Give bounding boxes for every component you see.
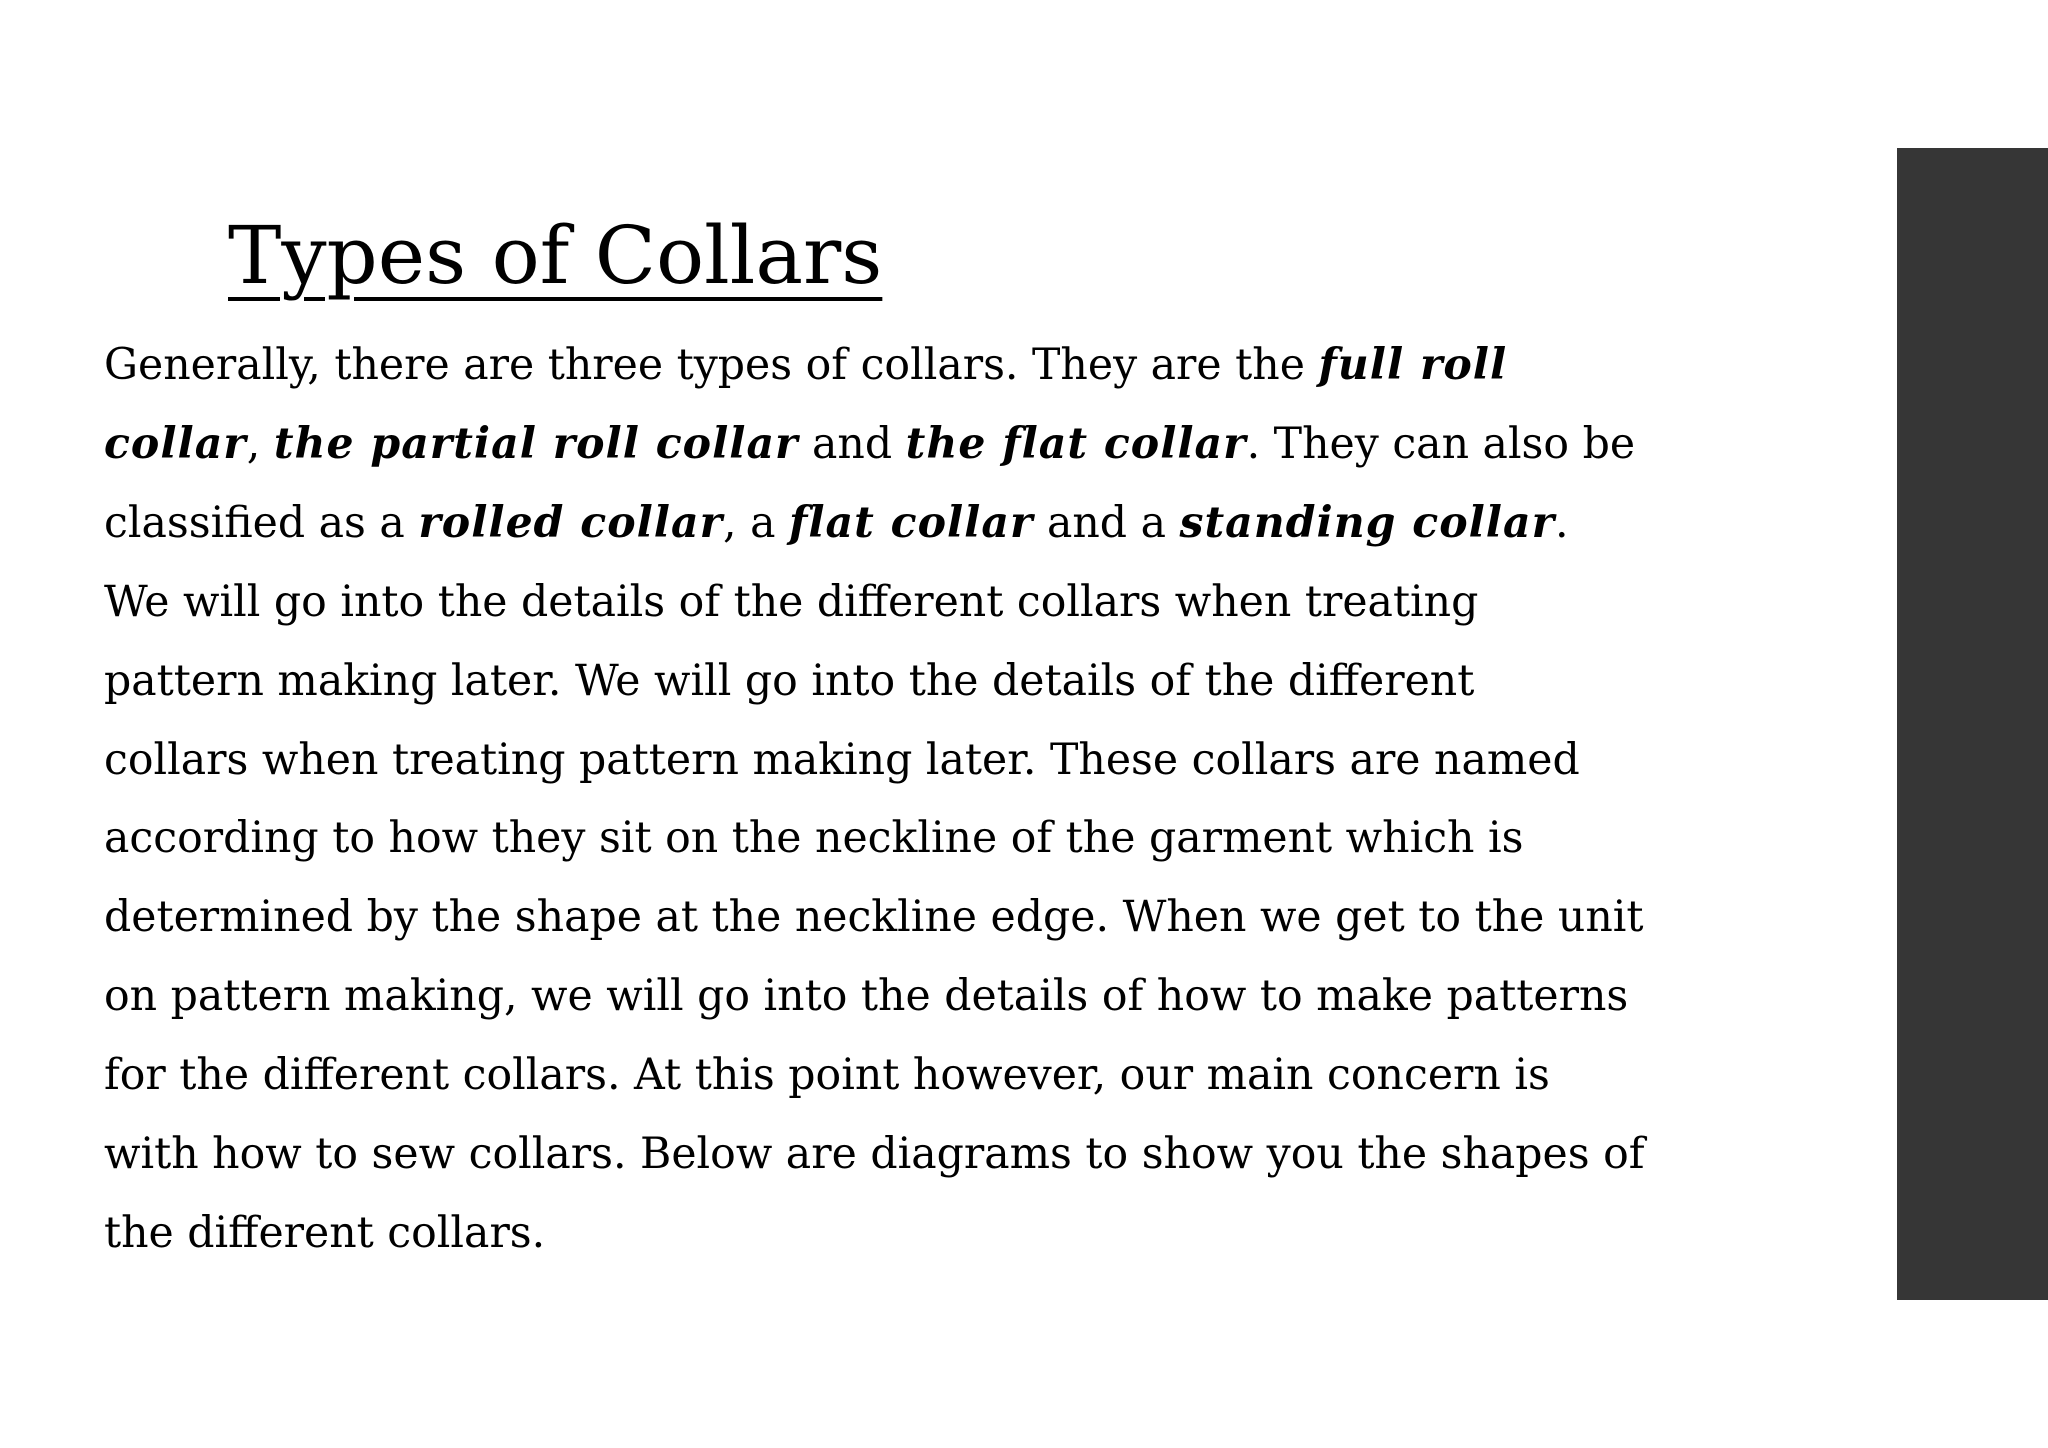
- text-run: classified as a: [104, 497, 419, 548]
- text-run: .: [1555, 497, 1569, 548]
- body-line-7: according to how they sit on the neckline of the garment which is: [104, 813, 1524, 864]
- body-line-12: the different collars.: [104, 1207, 546, 1258]
- text-run: . They can also be: [1246, 418, 1636, 469]
- text-run: and a: [1033, 497, 1180, 548]
- emphasis-rolled-collar: rolled collar: [418, 497, 724, 548]
- emphasis-flat-collar-2: flat collar: [789, 497, 1034, 548]
- emphasis-full-roll: full roll: [1318, 340, 1508, 390]
- body-line-3: [104, 484, 1704, 563]
- emphasis-flat-collar: the flat collar: [905, 418, 1247, 469]
- body-paragraph: [104, 326, 1704, 1273]
- text-run: Generally, there are three types of collars. They are the: [104, 340, 1319, 390]
- emphasis-collar: collar: [104, 418, 247, 469]
- page-title: Types of Collars: [228, 209, 883, 302]
- side-accent-bar: [1897, 148, 2048, 1300]
- body-line-1: [104, 326, 1704, 405]
- text-run: ,: [246, 418, 274, 469]
- body-line-10: for the different collars. At this point however, our main concern is: [104, 1050, 1550, 1101]
- body-line-4: We will go into the details of the different collars when treating: [104, 576, 1479, 627]
- body-line-11: with how to sew collars. Below are diagrams to show you the shapes of: [104, 1129, 1645, 1180]
- body-line-6: collars when treating pattern making later. These collars are named: [104, 734, 1580, 785]
- text-run: , a: [723, 497, 790, 548]
- body-line-8: determined by the shape at the neckline edge. When we get to the unit: [104, 892, 1644, 943]
- body-line-9: on pattern making, we will go into the details of how to make patterns: [104, 971, 1629, 1022]
- emphasis-partial-roll-collar: the partial roll collar: [273, 418, 799, 469]
- emphasis-standing-collar: standing collar: [1179, 497, 1556, 548]
- body-line-5: pattern making later. We will go into the details of the different: [104, 655, 1475, 706]
- body-line-2: [104, 405, 1704, 484]
- text-run: and: [798, 418, 906, 469]
